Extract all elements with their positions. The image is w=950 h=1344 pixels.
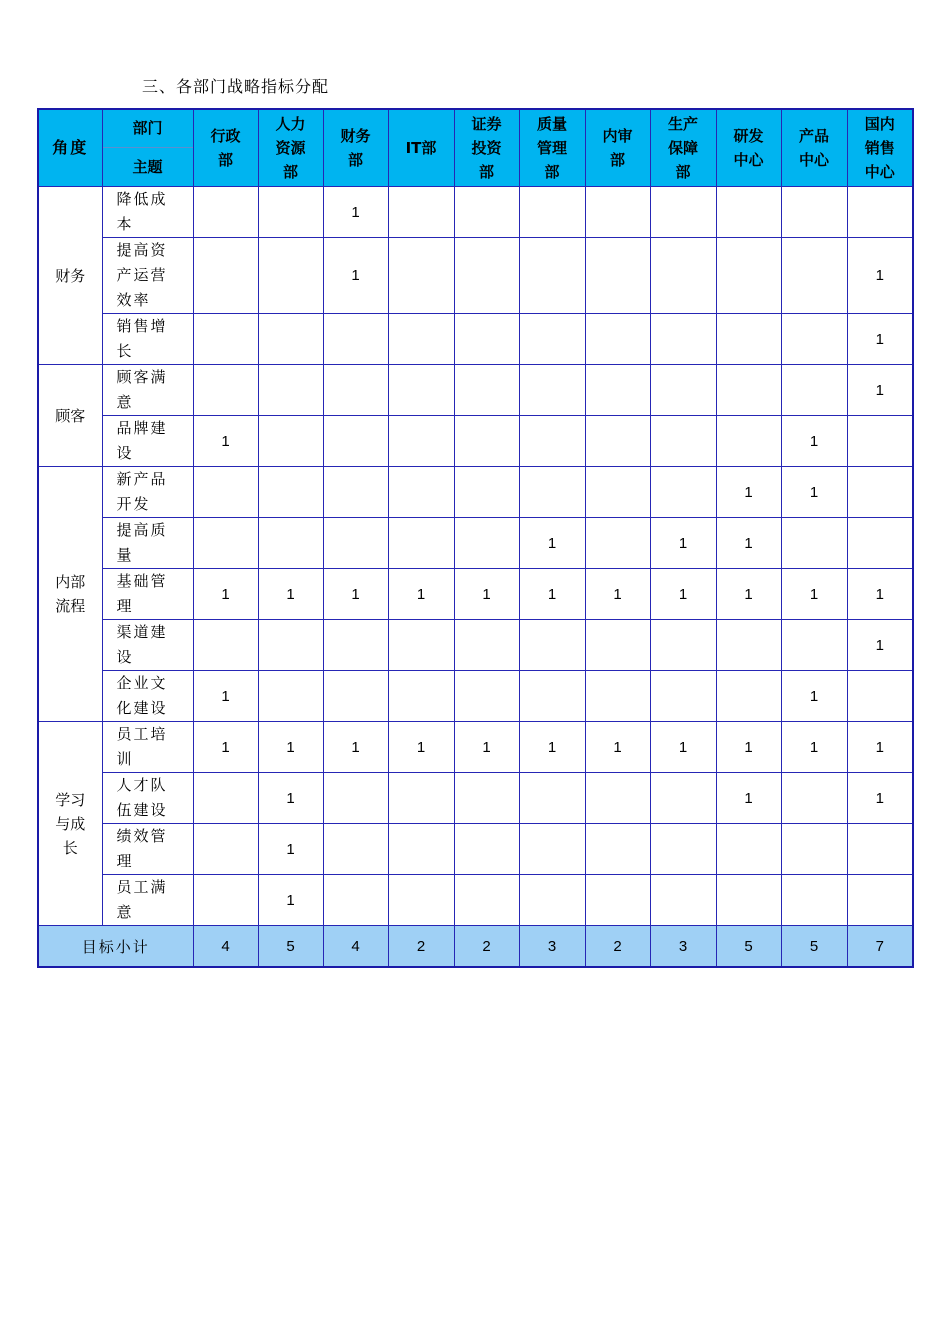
dept-header: 研发中心 (716, 109, 781, 187)
value-cell (585, 824, 650, 875)
value-cell (388, 416, 454, 467)
value-cell (454, 620, 519, 671)
value-cell (454, 824, 519, 875)
topic-cell: 销售增长 (102, 314, 193, 365)
value-cell (585, 875, 650, 926)
value-cell (716, 416, 781, 467)
table-row (38, 187, 913, 238)
subtotal-cell: 2 (388, 926, 454, 968)
angle-cell: 财务 (38, 187, 102, 365)
value-cell (258, 416, 323, 467)
topic-cell: 渠道建设 (102, 620, 193, 671)
topic-cell: 绩效管理 (102, 824, 193, 875)
value-cell: 1 (454, 569, 519, 620)
strategy-allocation-table (37, 108, 914, 968)
dept-topic-header (102, 109, 193, 187)
value-cell (388, 773, 454, 824)
dept-header: IT部 (388, 109, 454, 187)
value-cell: 1 (323, 187, 388, 238)
topic-cell: 提高质量 (102, 518, 193, 569)
value-cell (585, 187, 650, 238)
value-cell (585, 620, 650, 671)
value-cell: 1 (258, 569, 323, 620)
value-cell: 1 (323, 569, 388, 620)
value-cell (519, 238, 585, 314)
table-row (38, 467, 913, 518)
table-row (38, 875, 913, 926)
value-cell: 1 (519, 518, 585, 569)
value-cell: 1 (650, 569, 716, 620)
angle-cell: 学习与成长 (38, 722, 102, 926)
value-cell (258, 365, 323, 416)
value-cell (323, 365, 388, 416)
value-cell (650, 238, 716, 314)
subtotal-cell: 4 (193, 926, 258, 968)
value-cell: 1 (193, 569, 258, 620)
topic-cell: 人才队伍建设 (102, 773, 193, 824)
table-header (38, 109, 913, 187)
topic-label: 主题 (132, 158, 163, 176)
value-cell (323, 416, 388, 467)
value-cell (650, 875, 716, 926)
topic-cell: 顾客满意 (102, 365, 193, 416)
value-cell (650, 467, 716, 518)
value-cell (716, 824, 781, 875)
value-cell (454, 187, 519, 238)
value-cell: 1 (258, 875, 323, 926)
dept-header: 国内销售中心 (847, 109, 913, 187)
subtotal-cell: 3 (650, 926, 716, 968)
value-cell (650, 620, 716, 671)
value-cell (454, 773, 519, 824)
value-cell (519, 187, 585, 238)
value-cell (585, 314, 650, 365)
value-cell (781, 518, 847, 569)
value-cell (258, 187, 323, 238)
value-cell (388, 314, 454, 365)
subtotal-cell: 5 (258, 926, 323, 968)
value-cell (323, 314, 388, 365)
dept-header: 生产保障部 (650, 109, 716, 187)
value-cell (193, 824, 258, 875)
value-cell: 1 (781, 467, 847, 518)
value-cell (519, 365, 585, 416)
value-cell (258, 467, 323, 518)
value-cell: 1 (258, 773, 323, 824)
value-cell (454, 518, 519, 569)
subtotal-cell: 5 (716, 926, 781, 968)
value-cell (519, 314, 585, 365)
value-cell (650, 314, 716, 365)
value-cell (323, 875, 388, 926)
topic-cell: 企业文化建设 (102, 671, 193, 722)
value-cell (388, 875, 454, 926)
value-cell (716, 620, 781, 671)
value-cell (585, 671, 650, 722)
table-row (38, 365, 913, 416)
table-row (38, 569, 913, 620)
value-cell (716, 314, 781, 365)
value-cell (519, 416, 585, 467)
angle-cell: 内部流程 (38, 467, 102, 722)
value-cell: 1 (388, 569, 454, 620)
value-cell (388, 365, 454, 416)
topic-cell: 降低成本 (102, 187, 193, 238)
dept-header: 质量管理部 (519, 109, 585, 187)
dept-header: 证券投资部 (454, 109, 519, 187)
topic-cell: 员工培训 (102, 722, 193, 773)
topic-cell: 基础管理 (102, 569, 193, 620)
table-row (38, 620, 913, 671)
table-row (38, 722, 913, 773)
value-cell: 1 (847, 773, 913, 824)
value-cell (454, 416, 519, 467)
value-cell (193, 518, 258, 569)
value-cell (781, 187, 847, 238)
subtotal-cell: 2 (454, 926, 519, 968)
dept-header: 产品中心 (781, 109, 847, 187)
value-cell (781, 238, 847, 314)
value-cell: 1 (781, 722, 847, 773)
value-cell: 1 (193, 722, 258, 773)
dept-label: 部门 (103, 110, 193, 148)
value-cell: 1 (454, 722, 519, 773)
value-cell (454, 671, 519, 722)
value-cell (388, 824, 454, 875)
value-cell: 1 (847, 238, 913, 314)
dept-header: 行政部 (193, 109, 258, 187)
value-cell: 1 (781, 569, 847, 620)
value-cell (193, 365, 258, 416)
value-cell (781, 824, 847, 875)
value-cell (847, 187, 913, 238)
topic-cell: 品牌建设 (102, 416, 193, 467)
value-cell: 1 (585, 569, 650, 620)
value-cell (519, 773, 585, 824)
value-cell (258, 518, 323, 569)
value-cell (323, 824, 388, 875)
value-cell (454, 238, 519, 314)
value-cell (519, 467, 585, 518)
value-cell (454, 314, 519, 365)
value-cell (847, 416, 913, 467)
value-cell (781, 620, 847, 671)
value-cell (650, 824, 716, 875)
table-body (38, 187, 913, 926)
value-cell (716, 875, 781, 926)
value-cell (847, 824, 913, 875)
value-cell (193, 314, 258, 365)
value-cell (388, 187, 454, 238)
value-cell: 1 (258, 824, 323, 875)
header-row (38, 109, 913, 187)
dept-header: 人力资源部 (258, 109, 323, 187)
value-cell (193, 620, 258, 671)
value-cell: 1 (716, 467, 781, 518)
topic-cell: 提高资产运营效率 (102, 238, 193, 314)
value-cell (323, 518, 388, 569)
value-cell (519, 671, 585, 722)
value-cell: 1 (323, 238, 388, 314)
value-cell (716, 187, 781, 238)
value-cell (847, 875, 913, 926)
value-cell (847, 671, 913, 722)
topic-cell: 员工满意 (102, 875, 193, 926)
value-cell (650, 187, 716, 238)
table-row (38, 671, 913, 722)
angle-cell: 顾客 (38, 365, 102, 467)
value-cell: 1 (585, 722, 650, 773)
value-cell (847, 467, 913, 518)
value-cell (650, 773, 716, 824)
value-cell (454, 365, 519, 416)
value-cell (388, 671, 454, 722)
value-cell (388, 467, 454, 518)
value-cell (650, 416, 716, 467)
value-cell: 1 (519, 569, 585, 620)
subtotal-row (38, 926, 913, 968)
value-cell: 1 (781, 416, 847, 467)
value-cell (388, 518, 454, 569)
dept-header: 内审部 (585, 109, 650, 187)
dept-header: 财务部 (323, 109, 388, 187)
value-cell (585, 773, 650, 824)
value-cell (650, 671, 716, 722)
value-cell: 1 (716, 722, 781, 773)
value-cell (258, 314, 323, 365)
table-row (38, 518, 913, 569)
value-cell (781, 314, 847, 365)
value-cell (519, 620, 585, 671)
subtotal-label: 目标小计 (38, 926, 193, 968)
value-cell: 1 (847, 620, 913, 671)
value-cell: 1 (716, 569, 781, 620)
value-cell (258, 671, 323, 722)
value-cell (193, 238, 258, 314)
value-cell (193, 773, 258, 824)
value-cell (323, 620, 388, 671)
value-cell (258, 620, 323, 671)
value-cell: 1 (193, 416, 258, 467)
value-cell (585, 518, 650, 569)
table-row (38, 238, 913, 314)
value-cell: 1 (650, 518, 716, 569)
value-cell: 1 (716, 518, 781, 569)
subtotal-cell: 3 (519, 926, 585, 968)
subtotal-cell: 4 (323, 926, 388, 968)
value-cell: 1 (519, 722, 585, 773)
value-cell (388, 620, 454, 671)
table-row (38, 314, 913, 365)
value-cell (519, 824, 585, 875)
value-cell: 1 (650, 722, 716, 773)
value-cell (650, 365, 716, 416)
value-cell (388, 238, 454, 314)
subtotal-cell: 5 (781, 926, 847, 968)
value-cell (585, 238, 650, 314)
value-cell: 1 (716, 773, 781, 824)
angle-header: 角度 (38, 109, 102, 187)
value-cell (781, 365, 847, 416)
topic-cell: 新产品开发 (102, 467, 193, 518)
value-cell: 1 (781, 671, 847, 722)
value-cell (716, 671, 781, 722)
value-cell (585, 416, 650, 467)
value-cell: 1 (847, 722, 913, 773)
value-cell: 1 (388, 722, 454, 773)
value-cell (585, 467, 650, 518)
value-cell: 1 (847, 569, 913, 620)
value-cell (323, 467, 388, 518)
value-cell (193, 467, 258, 518)
value-cell (258, 238, 323, 314)
value-cell: 1 (258, 722, 323, 773)
subtotal-cell: 7 (847, 926, 913, 968)
table-row (38, 824, 913, 875)
subtotal-cell: 2 (585, 926, 650, 968)
value-cell (193, 187, 258, 238)
value-cell (781, 875, 847, 926)
value-cell (323, 773, 388, 824)
value-cell (193, 875, 258, 926)
value-cell (519, 875, 585, 926)
value-cell: 1 (323, 722, 388, 773)
value-cell: 1 (193, 671, 258, 722)
value-cell (847, 518, 913, 569)
value-cell (585, 365, 650, 416)
value-cell (716, 365, 781, 416)
value-cell: 1 (847, 314, 913, 365)
value-cell (454, 875, 519, 926)
value-cell (716, 238, 781, 314)
value-cell (781, 773, 847, 824)
value-cell (454, 467, 519, 518)
value-cell (323, 671, 388, 722)
table-footer (38, 926, 913, 968)
table-row (38, 773, 913, 824)
section-title: 三、各部门战略指标分配 (142, 77, 330, 96)
table-row (38, 416, 913, 467)
value-cell: 1 (847, 365, 913, 416)
